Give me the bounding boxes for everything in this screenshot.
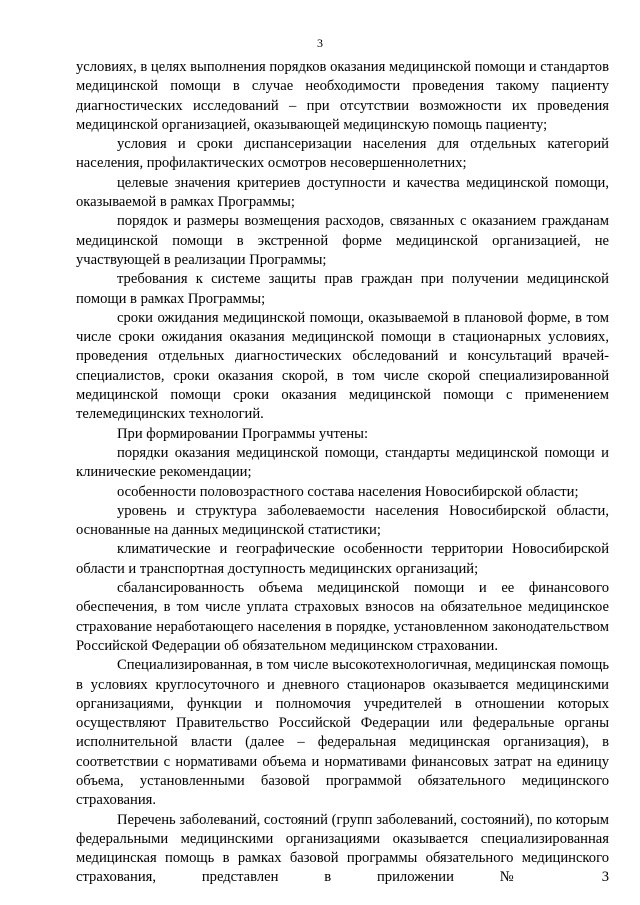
paragraph: Перечень заболеваний, состояний (групп заболеваний, состояний), по которым федеральными медицинскими организациями оказывается специализированная медицинская помощь в рамках базовой программы обязательного медицинского страхования, представлен в приложении № 3 [76,811,609,886]
paragraph: Специализированная, в том числе высокотехнологичная, медицинская помощь в условиях круглосуточного и дневного стационаров оказывается медицинскими организациями, функции и полномочия учредителей в отношении которых осуществляют Правительство Российской Федерации или федеральные органы исполнительной власти (далее – федеральная медицинская организация), в соответствии с нормативами объема и нормативами финансовых затрат на единицу объема, установленными базовой программой обязательного медицинского страхования. [76,657,609,809]
paragraph: целевые значения критериев доступности и качества медицинской помощи, оказываемой в рамках Программы; [76,174,609,211]
paragraph: уровень и структура заболеваемости населения Новосибирской области, основанные на данных медицинской статистики; [76,502,609,539]
paragraph: особенности половозрастного состава населения Новосибирской области; [117,483,579,500]
paragraph: условия и сроки диспансеризации населения для отдельных категорий населения, профилактических осмотров несовершеннолетних; [76,136,609,172]
paragraph: порядки оказания медицинской помощи, стандарты медицинской помощи и клинические рекомендации; [76,444,609,481]
page-number: 3 [317,36,323,50]
paragraph: сроки ожидания медицинской помощи, оказываемой в плановой форме, в том числе сроки ожидания оказания медицинской помощи в стационарных условиях, проведения отдельных диагностических обследований и консультаций врачей-специалистов, сроки оказания скорой, в том числе скорой специализированной медицинской помощи сроки оказания медицинской помощи с применением телемедицинских технологий. [76,309,609,423]
paragraph: требования к системе защиты прав граждан при получении медицинской помощи в рамках Программы; [76,271,609,307]
paragraph: При формировании Программы учтены: [117,425,368,442]
paragraph: климатические и географические особенности территории Новосибирской области и транспортная доступность медицинских организаций; [76,541,609,577]
paragraph: условиях, в целях выполнения порядков оказания медицинской помощи и стандартов медицинской помощи в случае необходимости проведения такому пациенту диагностических исследований – при отсутствии возможности их проведения медицинской организацией, оказывающей медицинскую помощь пациенту; [76,59,609,133]
document-body [76,58,609,888]
paragraph: порядок и размеры возмещения расходов, связанных с оказанием гражданам медицинской помощи в экстренной форме медицинской организацией, не участвующей в реализации Программы; [76,213,609,268]
paragraph: сбалансированность объема медицинской помощи и ее финансового обеспечения, в том числе уплата страховых взносов на обязательное медицинское страхование неработающего населения в порядке, установленном законодательством Российской Федерации об обязательном медицинском страховании. [76,580,609,654]
